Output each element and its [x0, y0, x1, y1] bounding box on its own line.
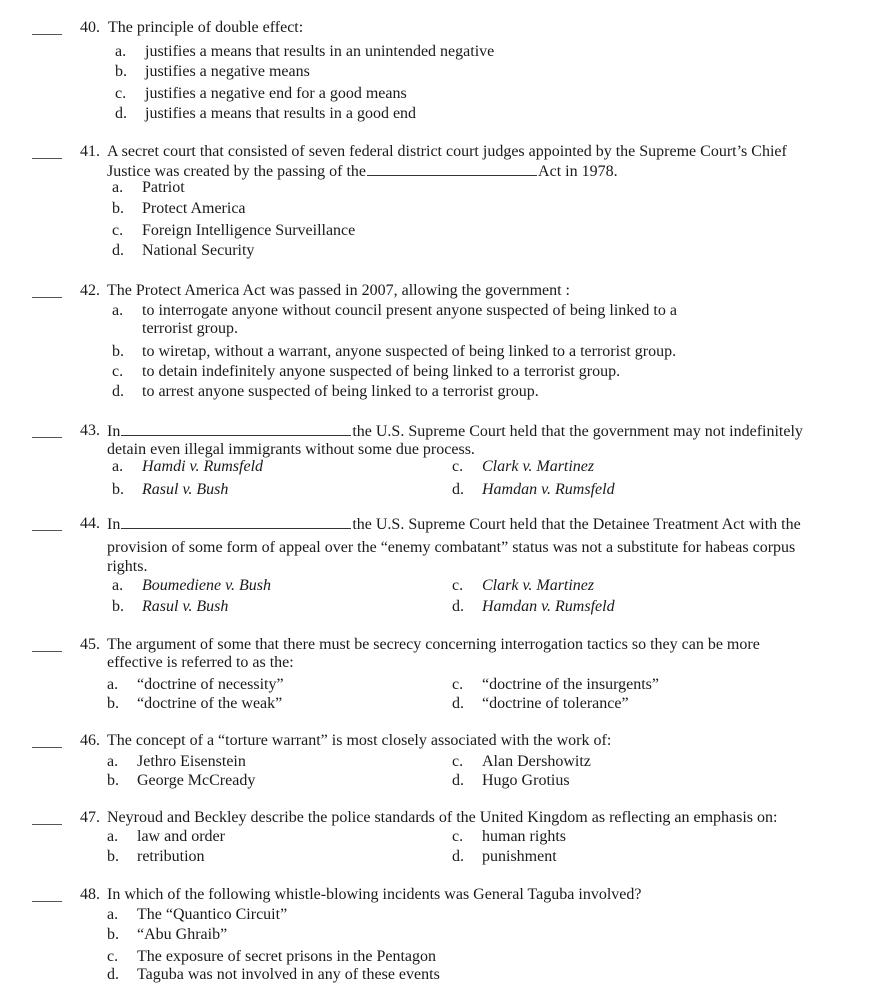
- option-letter: d.: [452, 772, 464, 789]
- stem-text: In which of the following whistle-blowing incidents was General Taguba involved?: [107, 886, 642, 903]
- question-stem-line: [107, 281, 570, 301]
- question-stem-line: [107, 885, 641, 905]
- option-text: The exposure of secret prisons in the Pentagon: [137, 948, 437, 965]
- option-letter: c.: [452, 458, 464, 475]
- option-text: “doctrine of the insurgents”: [482, 676, 659, 693]
- stem-text-after: the U.S. Supreme Court held that the Detainee Treatment Act with the: [352, 516, 801, 533]
- option-letter: b.: [112, 481, 124, 498]
- option-letter: a.: [107, 906, 119, 923]
- option-text: Patriot: [142, 179, 185, 196]
- option-text: justifies a negative means: [145, 63, 310, 80]
- option-text: law and order: [137, 828, 225, 845]
- option-text: Alan Dershowitz: [482, 753, 591, 770]
- option-text: Hugo Grotius: [482, 772, 570, 789]
- option-letter: c.: [112, 222, 124, 239]
- option-text: justifies a means that results in an unintended negative: [145, 43, 495, 60]
- question-stem-line: [107, 421, 803, 441]
- stem-text: rights.: [107, 558, 148, 575]
- option-text: Clark v. Martinez: [482, 577, 595, 594]
- option-letter: b.: [107, 926, 119, 943]
- option-text: Taguba was not involved in any of these events: [137, 966, 440, 983]
- fill-in-blank: [367, 161, 537, 176]
- question-number: 41.: [80, 143, 100, 160]
- answer-blank[interactable]: [32, 297, 62, 298]
- question-stem-line: [107, 538, 795, 558]
- option-letter: a.: [107, 676, 119, 693]
- question-stem-line: [107, 557, 147, 577]
- option-text: Hamdan v. Rumsfeld: [482, 598, 615, 615]
- answer-blank[interactable]: [32, 530, 62, 531]
- option-text: “Abu Ghraib”: [137, 926, 228, 943]
- option-text: Boumediene v. Bush: [142, 577, 271, 594]
- option-letter: b.: [112, 598, 124, 615]
- option-letter: b.: [107, 772, 119, 789]
- option-letter: b.: [107, 695, 119, 712]
- option-letter: c.: [452, 828, 464, 845]
- option-letter: d.: [115, 105, 127, 122]
- option-text: punishment: [482, 848, 557, 865]
- question-stem-line: [107, 142, 787, 162]
- question-number: 48.: [80, 886, 100, 903]
- option-letter: a.: [112, 179, 124, 196]
- question-number: 46.: [80, 732, 100, 749]
- question-stem-line: [107, 808, 777, 828]
- question-number: 40.: [80, 19, 100, 36]
- option-text: “doctrine of necessity”: [137, 676, 284, 693]
- option-text: Rasul v. Bush: [142, 598, 229, 615]
- option-letter: a.: [107, 753, 119, 770]
- option-text: The “Quantico Circuit”: [137, 906, 288, 923]
- question-number: 44.: [80, 515, 100, 532]
- option-text: justifies a negative end for a good means: [145, 85, 407, 102]
- option-text: to wiretap, without a warrant, anyone suspected of being linked to a terrorist group.: [142, 343, 677, 360]
- option-letter: d.: [452, 848, 464, 865]
- question-stem-line: [107, 653, 294, 673]
- stem-text: The argument of some that there must be secrecy concerning interrogation tactics so they can be more: [107, 636, 760, 653]
- option-text: retribution: [137, 848, 205, 865]
- stem-text: A secret court that consisted of seven federal district court judges appointed by the Supreme Court’s Chief: [107, 143, 787, 160]
- answer-blank[interactable]: [32, 651, 62, 652]
- option-letter: d.: [107, 966, 119, 983]
- answer-blank[interactable]: [32, 158, 62, 159]
- option-text: National Security: [142, 242, 255, 259]
- option-text: to arrest anyone suspected of being linked to a terrorist group.: [142, 383, 539, 400]
- answer-blank[interactable]: [32, 437, 62, 438]
- question-number: 43.: [80, 422, 100, 439]
- stem-text: The concept of a “torture warrant” is most closely associated with the work of:: [107, 732, 612, 749]
- fill-in-blank: [121, 421, 351, 436]
- option-text-continued: terrorist group.: [142, 320, 238, 337]
- option-letter: a.: [112, 302, 124, 319]
- stem-text: The principle of double effect:: [108, 19, 304, 36]
- answer-blank[interactable]: [32, 824, 62, 825]
- option-letter: c.: [452, 676, 464, 693]
- stem-text: detain even illegal immigrants without some due process.: [107, 441, 475, 458]
- question-stem-line: [107, 635, 760, 655]
- answer-blank[interactable]: [32, 747, 62, 748]
- stem-text-after: Act in 1978.: [538, 163, 618, 180]
- stem-text: Neyroud and Beckley describe the police standards of the United Kingdom as reflecting an emphasis on:: [107, 809, 778, 826]
- question-number: 47.: [80, 809, 100, 826]
- option-text: Hamdan v. Rumsfeld: [482, 481, 615, 498]
- stem-text-after: the U.S. Supreme Court held that the government may not indefinitely: [352, 423, 803, 440]
- option-letter: b.: [112, 200, 124, 217]
- option-letter: b.: [112, 343, 124, 360]
- option-letter: c.: [452, 577, 464, 594]
- option-text: Jethro Eisenstein: [137, 753, 246, 770]
- option-letter: d.: [452, 695, 464, 712]
- option-letter: c.: [112, 363, 124, 380]
- option-letter: c.: [115, 85, 127, 102]
- option-letter: c.: [452, 753, 464, 770]
- option-text: “doctrine of the weak”: [137, 695, 283, 712]
- option-letter: a.: [112, 458, 124, 475]
- stem-text: In: [107, 423, 121, 440]
- option-letter: d.: [452, 481, 464, 498]
- option-text: to detain indefinitely anyone suspected of being linked to a terrorist group.: [142, 363, 621, 380]
- option-text: human rights: [482, 828, 566, 845]
- option-text: Protect America: [142, 200, 246, 217]
- option-letter: d.: [452, 598, 464, 615]
- answer-blank[interactable]: [32, 901, 62, 902]
- option-text: Rasul v. Bush: [142, 481, 229, 498]
- option-letter: a.: [112, 577, 124, 594]
- stem-text: In: [107, 516, 121, 533]
- option-text: “doctrine of tolerance”: [482, 695, 629, 712]
- question-number: 45.: [80, 636, 100, 653]
- stem-text: provision of some form of appeal over the “enemy combatant” status was not a substitute for habeas corpus: [107, 539, 796, 556]
- question-stem-line: [107, 514, 801, 534]
- stem-text: Justice was created by the passing of the: [107, 163, 367, 180]
- option-letter: b.: [107, 848, 119, 865]
- option-text: Foreign Intelligence Surveillance: [142, 222, 356, 239]
- option-text: Clark v. Martinez: [482, 458, 595, 475]
- stem-text: The Protect America Act was passed in 2007, allowing the government :: [107, 282, 570, 299]
- option-letter: d.: [112, 242, 124, 259]
- option-letter: a.: [115, 43, 127, 60]
- question-stem-line: [107, 731, 611, 751]
- option-letter: d.: [112, 383, 124, 400]
- option-letter: b.: [115, 63, 127, 80]
- fill-in-blank: [121, 514, 351, 529]
- stem-text: effective is referred to as the:: [107, 654, 294, 671]
- question-number: 42.: [80, 282, 100, 299]
- option-text: justifies a means that results in a good end: [145, 105, 417, 122]
- question-stem-line: [108, 18, 303, 38]
- option-text: to interrogate anyone without council present anyone suspected of being linked to a: [142, 302, 677, 319]
- option-letter: c.: [107, 948, 119, 965]
- option-text: Hamdi v. Rumsfeld: [142, 458, 264, 475]
- option-text: George McCready: [137, 772, 256, 789]
- answer-blank[interactable]: [32, 34, 62, 35]
- option-letter: a.: [107, 828, 119, 845]
